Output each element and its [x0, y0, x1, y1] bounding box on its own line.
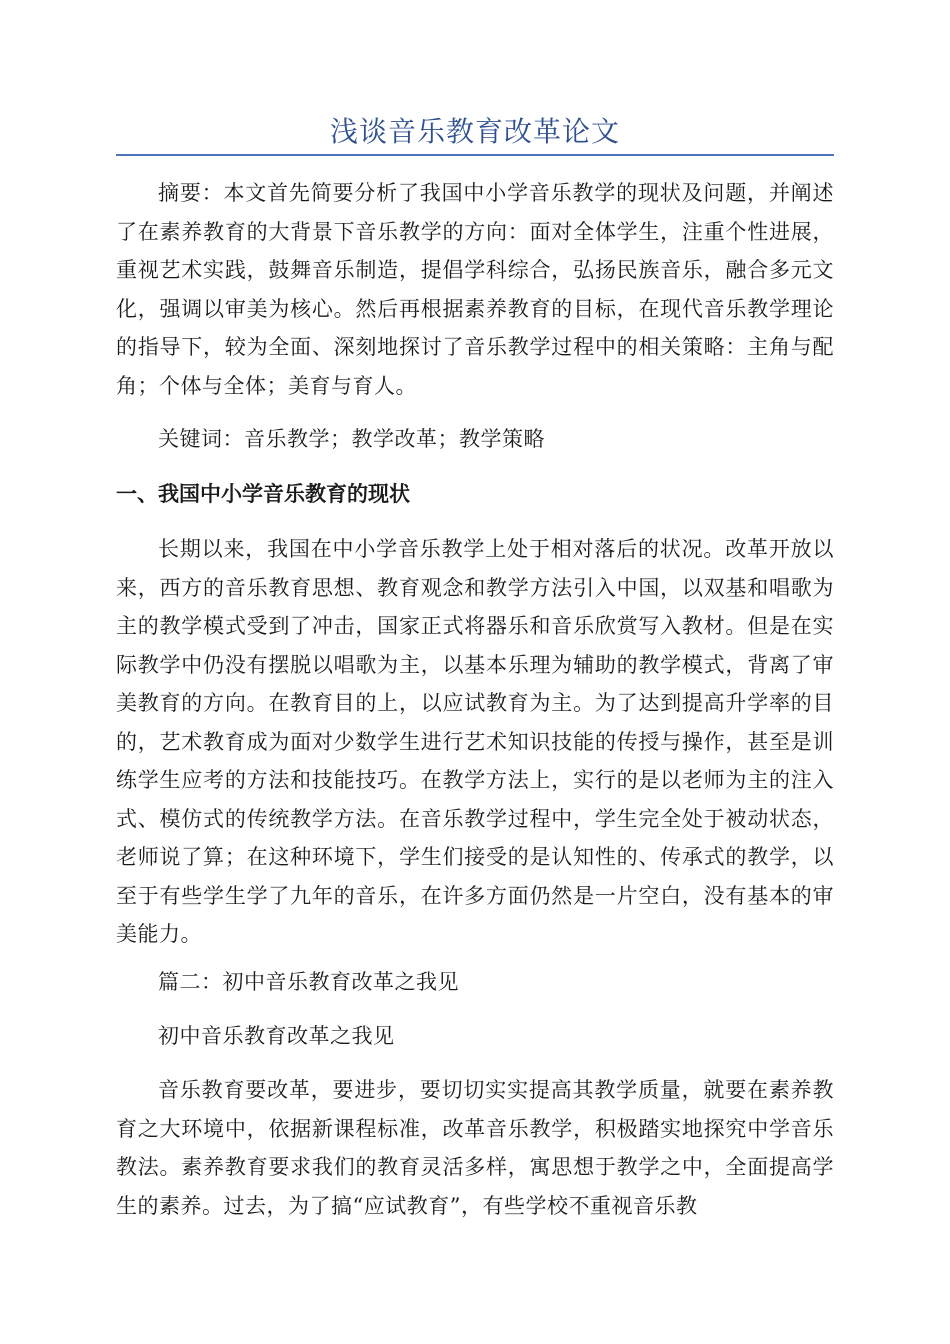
keywords-line: 关键词：音乐教学；教学改革；教学策略 [158, 427, 545, 451]
section-body-paragraph: 长期以来，我国在中小学音乐教学上处于相对落后的状况。改革开放以来，西方的音乐教育思想、教育观念和教学方法引入中国，以双基和唱歌为主的教学模式受到了冲击，国家正式将器乐和音乐欣赏写入教材。但是在实际教学中仍没有摆脱以唱歌为主，以基本乐理为辅助的教学模式，背离了审美教育的方向。在教育目的上，以应试教育为主。为了达到提高升学率的目的，艺术教育成为面对少数学生进行艺术知识技能的传授与操作，甚至是训练学生应考的方法和技能技巧。在教学方法上，实行的是以老师为主的注入式、模仿式的传统教学方法。在音乐教学过程中，学生完全处于被动状态，老师说了算；在这种环境下，学生们接受的是认知性的、传承式的教学，以至于有些学生学了九年的音乐，在许多方面仍然是一片空白，没有基本的审美能力。 [116, 537, 834, 946]
section-heading: 一、我国中小学音乐教育的现状 [116, 482, 410, 506]
part-two-label: 篇二：初中音乐教育改革之我见 [158, 970, 459, 994]
abstract-paragraph: 摘要：本文首先简要分析了我国中小学音乐教学的现状及问题，并阐述了在素养教育的大背景下音乐教学的方向：面对全体学生，注重个性进展，重视艺术实践，鼓舞音乐制造，提倡学科综合，弘扬民族音乐，融合多元文化，强调以审美为核心。然后再根据素养教育的目标，在现代音乐教学理论的指导下，较为全面、深刻地探讨了音乐教学过程中的相关策略：主角与配角；个体与全体；美育与育人。 [116, 181, 834, 398]
part-two-body-paragraph: 音乐教育要改革，要进步，要切切实实提高其教学质量，就要在素养教育之大环境中，依据新课程标准，改革音乐教学，积极踏实地探究中学音乐教法。素养教育要求我们的教育灵活多样，寓思想于教学之中，全面提高学生的素养。过去，为了搞“应试教育”，有些学校不重视音乐教 [116, 1078, 834, 1218]
title-underline [116, 154, 834, 156]
part-two-title: 初中音乐教育改革之我见 [158, 1024, 395, 1048]
document-title: 浅谈音乐教育改革论文 [329, 115, 620, 148]
